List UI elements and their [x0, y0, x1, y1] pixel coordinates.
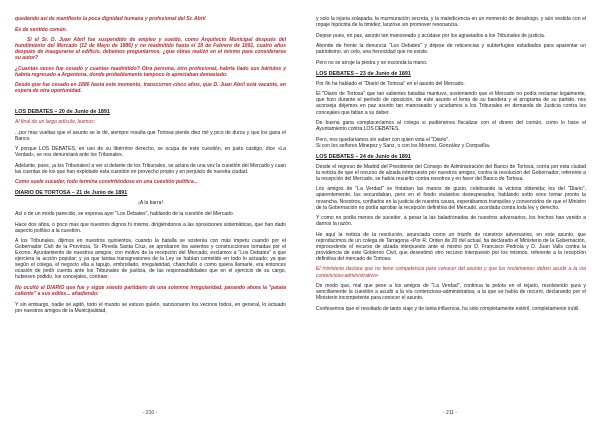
section-heading: LOS DEBATES – 20 de Junio de 1891 — [15, 108, 110, 115]
paragraph: Y sin embargo, nadie se agitó, todo el mundo se estuvo quieto, sancionaron los vecinos todos, en general, lo actuado por nuestros amigos de la Municipalidad, — [15, 301, 286, 314]
section-subheading: ¡A la barra! — [138, 200, 163, 207]
paragraph: Confesemos que el resultado de tanto viaje y de tanta influencia, ha sido completamente estéril, completamente inútil. — [316, 305, 580, 312]
paragraph: Los amigos de "La Verdad" se frotaban las manos de gusto, celebrando la victoria obtenida; los del "Diario", aparentemente, las secundaban, pero en el fondo visáselos desesperados, hablando sotto voce tomar pronto la revancha. Nosotros, confiados en la justicia de nuestra causa, esperábamos tranquilos y convencidos de que el Ministro de la Gobernación no podía aprobar la recepción definitiva del Mercado, acordada contra toda ley y derecho. — [316, 186, 586, 211]
paragraph: A los Tribunales, dijimos en nuestros quinientos, cuando la batalla se sostenía con más ímpetu cuando por el Gobernador Civil de la Provincia, Sr. Pineda Santa Cruz, se aprobaron los asientos y construcciones tomadas por el Excmo. Ayuntamiento de nuestros amigos, con motivo de la recepción del Mercado, exclamos a "Los Debates" a que ejerciera la acción popular; y ya que tantas transgresiones de la Ley se habían cometido en todo lo actuado; ya que según el colega, el negocio ella a tapujo, embrollado, irregularidad, chanchullo o como quiera llamarle, era entonces ocasión de pedir cuenta ante los Tribunales de justicia, de las responsabilidades que en el ejercicio de su cargo, hubiesen podido, los concejales, contraer. — [15, 238, 286, 281]
paragraph: Si el Sr. D. Juan Abril fue suspendido de empleo y sueldo, como Arquitecto Municipal después del hundimiento del Mercado (12 de Mayo de 1886) y no readmitido hasta el 18 de Febrero de 1891, cuatro años después de inaugurarse el edificio, debemos preguntarnos, ¿que obras realizó en el mismo para considerarse su autor? — [15, 37, 286, 62]
paragraph: Pero, nos quedaríamos sin saber con quien vota el "Diario". — [316, 136, 450, 143]
paragraph: Abonde de frente la denuncia "Los Debates" y déjese de reticencias y subterfugios estudiados para aparentar un patriotismo, un celo, una heroicidad que no existe. — [316, 43, 586, 56]
paragraph: Si con los señores Minepez y Sanz, o con los Moreno, González y Compañía. — [316, 142, 491, 149]
section-heading: DIARIO DE TORTOSA – 21 de Junio de 1891 — [15, 190, 128, 197]
paragraph: Como suele suceder, todo termina convirtiéndose en una cuestión política... — [15, 179, 198, 186]
paragraph: De buena gana complaceríamos al colega si pudiéramos fiscalizar con el dinero del común, como lo hace el Ayuntamiento contra LOS DEBATES. — [316, 120, 586, 133]
right-page — [300, 0, 600, 424]
paragraph: y solo la injuria solapada, la murmuración secreta, y la maledicencia en un momento de desahogo, y aún vestida con el ropaje hipócrita de la timidez, lanzóse sin promover resonancia. — [316, 16, 586, 29]
paragraph: Dejese pues, en paz, asunto tan manoseado y acúdase por los agraviados a los Tribunales de justicia. — [316, 32, 546, 39]
paragraph: He aquí la noticia de la resolución, anunciada como un triunfo de nuestros adversarios, en este asunto, que reproducimos de un colega de Tarragona «Por R. Orden de 20 del actual, ha declarado el Ministerio de la Gobernación, improcedente el recurso de alzada interpuesto ante el mismo por D. Francisco Pedrola y D. Juan Valls contra la providencia de este Gobierno Civil, que desestimó otro recurso interpuesto por los mismos, referente a la recepción definitiva del mercado de Tortosa. — [316, 231, 586, 262]
paragraph: El "Diario de Tortosa" que tan valientes batallas mantuvo, sosteniendo que el Mercado no podía reclamar legalmente, que hizo durante el período de oposición, de este asunto el lema de su bandera y el programa de su partido, nos aconseja déjemos en paz asunto tan manoseado y acudamos a los Tribunales en demanda de Justicia contra los concejales que faltan a su deber. — [316, 91, 586, 116]
paragraph: No ocultó el DIARIO que fue y sigue siendo partidario de una solemne irregularidad, pasando ahora la "patata caliente" a sus ediles... añadiendo: — [15, 284, 286, 297]
paragraph: Pero no se arroje la piedra y se esconda la mano. — [316, 59, 428, 66]
page-number: - 210 - — [142, 410, 158, 416]
paragraph: Por fin ha hablado el "Diario de Tortosa" en el asunto del Mercado. — [316, 80, 465, 87]
paragraph: El ministerio declara que no tiene competencia para conocer del asunto y que los reclamantes deben acudir a la vía contencioso-administrativo» — [316, 266, 586, 279]
paragraph: Y como no podía menos de suceder, a pesar la las baladronadas de nuestros adversarios, los hechos han venido a darnos la razón. — [316, 215, 586, 228]
section-heading: LOS DEBATES – 24 de Junio de 1891 — [316, 153, 411, 160]
paragraph: Hace dos años, o poco mas que nuestros dignos hi mismo, dirigiéndonos a las oposiciones sistemáticas, que han dado aspecto político a la cuestión. — [15, 221, 286, 234]
paragraph: Desde que fue cesado en 1886 hasta este momento, transcurren cinco años, que D. Juan Abril está vacante, en espera de otra oportunidad. — [15, 82, 286, 95]
paragraph: ¿Cuantas veces fue cesado y cuantas readmitido? Otra persona, otro profesional, habría liado sus bártulos y habría regresado a Argentona, donde probablemente tampoco le apreciaban demasiado. — [15, 65, 286, 78]
section-heading: LOS DEBATES – 23 de Junio de 1891 — [316, 70, 411, 77]
paragraph: quedando así de manifiesto la poca dignidad humana y profesional del Sr. Abril — [15, 16, 206, 22]
page-number: - 211 - — [442, 410, 458, 416]
paragraph: Desde el regreso de Madrid del Presidente del Consejo de Administración del Banco de Tortosa, corría por esta ciudad la noticia de que el recurso de alzada interpuesto por nuestros amigos, contra la resolución del Gobernador, referente a la recepción del Mercado, se había resuelto contra nosotros y en favor del Banco de Tortosa. — [316, 163, 586, 182]
paragraph: De modo que, mal que pese a los amigos de "La Verdad", continua la pelota en el tejado, resolviendo pura y sencillamente la cuestión a acudir a la vía contencioso-administrativa, a la que se había de recurrir, declarando por el Ministerio incompetente para conocer el asunto. — [316, 283, 586, 302]
paragraph: Adelante, pues, ¡a los Tribunales! a ver si delante de los Tribunales, se aclara de una vez la cuestión del Mercado y cuan las cuentas de los que han explotado esta cuestión en provecho propio y en perjuicio de nuestra ciudad. — [15, 162, 286, 175]
paragraph: ...por mas vueltas que el asunto se le dé, siempre resulta que Tortosa pierde diez mil y pico de duros y que los gana el Banco. — [15, 129, 286, 142]
paragraph: Y porque LOS DEBATES, en uso de su libérrimo derecho, se ocupa de este cuestión, en justo castigo, dice «La Verdad», se nos denunciará ante los Tribunales. — [15, 146, 286, 159]
paragraph: Así o de un modo parecido, se expresa ayer "Los Debates", hablando de la cuestión del Mercado. — [15, 210, 235, 217]
paragraph: Al final de un largo artículo, leemos: — [15, 119, 96, 126]
paragraph: Es de sentido común. — [15, 26, 68, 33]
